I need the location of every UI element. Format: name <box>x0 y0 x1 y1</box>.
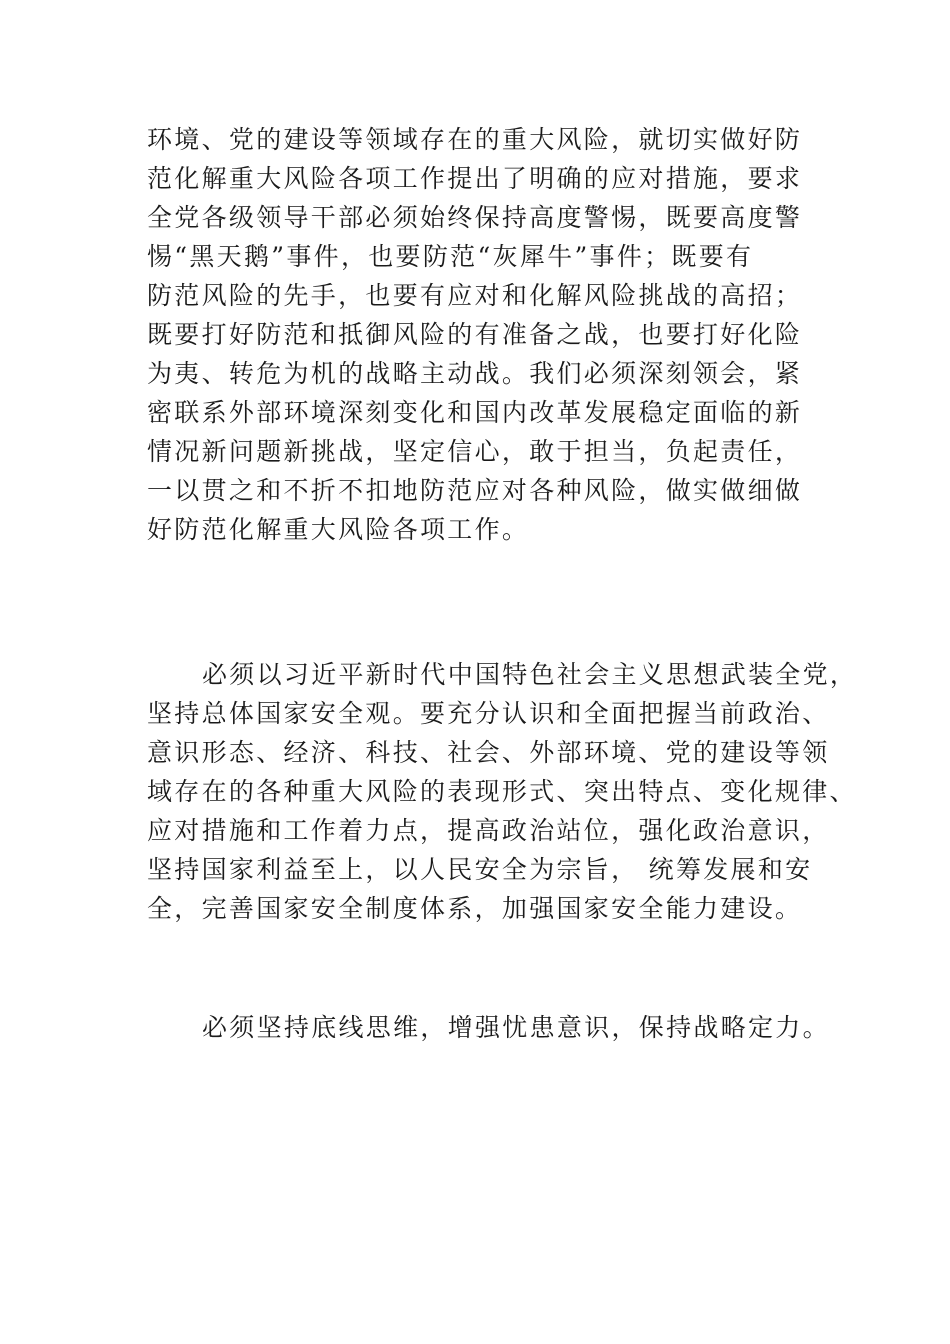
text-line: 为夷、转危为机的战略主动战。我们必须深刻领会，紧 <box>147 359 803 388</box>
text-line: 必须坚持底线思维，增强忧患意识，保持战略定力。 <box>202 1013 830 1042</box>
text-line: 好防范化解重大风险各项工作。 <box>147 515 530 544</box>
text-line: 密联系外部环境深刻变化和国内改革发展稳定面临的新 <box>147 398 803 427</box>
text-line: 全党各级领导干部必须始终保持高度警惕，既要高度警 <box>147 203 803 232</box>
text-line: 范化解重大风险各项工作提出了明确的应对措施，要求 <box>147 164 803 193</box>
text-line: 必须以习近平新时代中国特色社会主义思想武装全党， <box>202 660 858 689</box>
paragraph-national-security <box>147 655 857 928</box>
text-line: 坚持总体国家安全观。要充分认识和全面把握当前政治、 <box>147 699 830 728</box>
text-line: 坚持国家利益至上，以人民安全为宗旨， 统筹发展和安 <box>147 855 813 884</box>
text-line: 惕“黑天鹅”事件，也要防范“灰犀牛”事件；既要有 <box>147 242 754 271</box>
paragraph-risk-measures <box>147 120 802 549</box>
text-line: 应对措施和工作着力点，提高政治站位，强化政治意识， <box>147 816 830 845</box>
text-line: 一以贯之和不折不扣地防范应对各种风险，做实做细做 <box>147 476 803 505</box>
text-line: 情况新问题新挑战，坚定信心，敢于担当，负起责任， <box>147 437 803 466</box>
text-line: 全，完善国家安全制度体系，加强国家安全能力建设。 <box>147 894 803 923</box>
text-line: 防范风险的先手，也要有应对和化解风险挑战的高招； <box>147 281 803 310</box>
paragraph-bottom-line-thinking <box>147 1008 830 1047</box>
text-line: 既要打好防范和抵御风险的有准备之战，也要打好化险 <box>147 320 803 349</box>
text-line: 域存在的各种重大风险的表现形式、突出特点、变化规律、 <box>147 777 857 806</box>
text-line: 意识形态、经济、科技、社会、外部环境、党的建设等领 <box>147 738 830 767</box>
text-line: 环境、党的建设等领域存在的重大风险，就切实做好防 <box>147 125 803 154</box>
